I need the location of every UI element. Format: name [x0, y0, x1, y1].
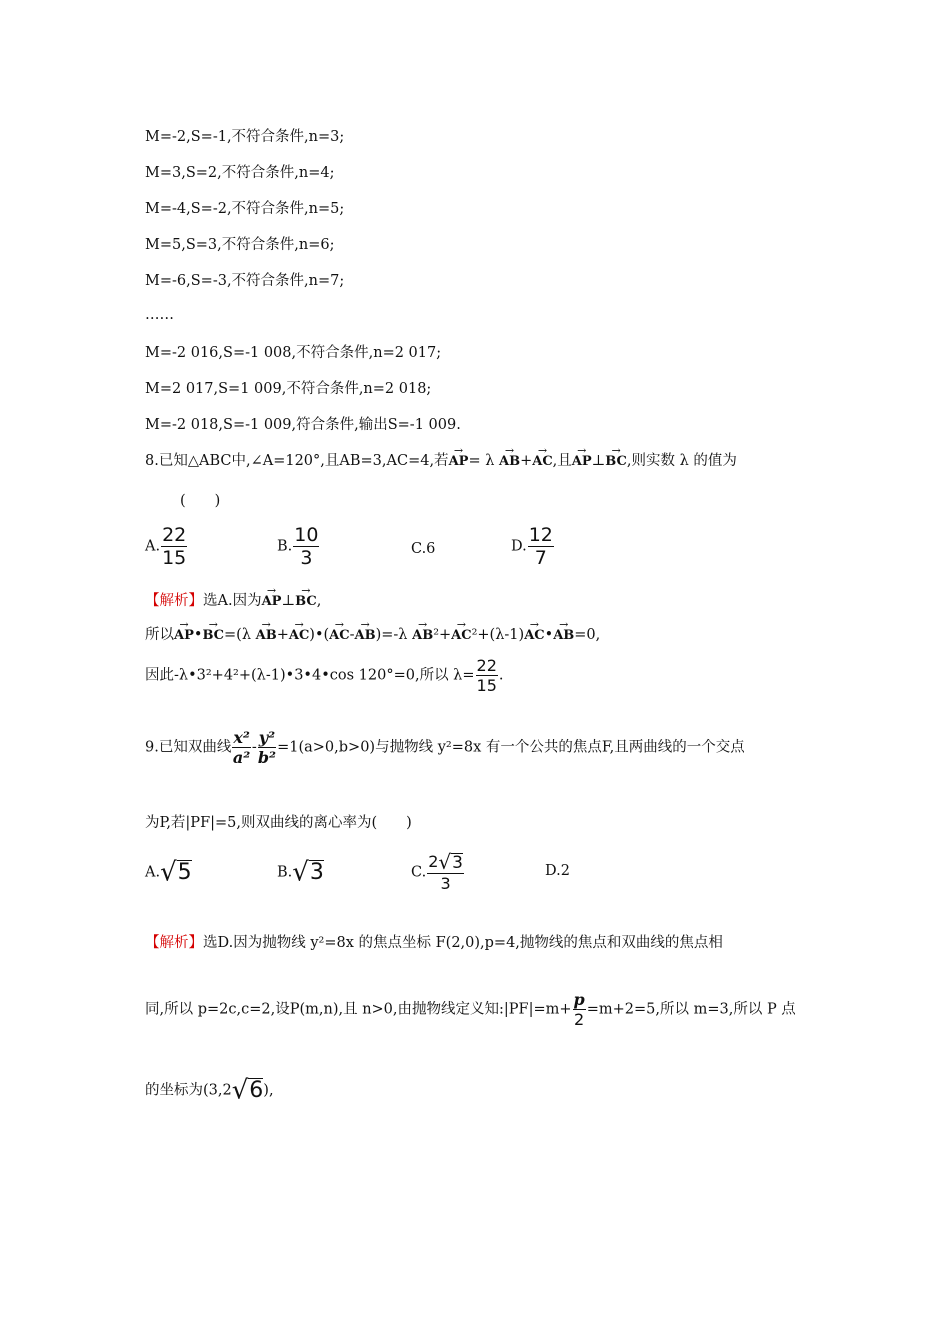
vector-bc: → BC: [202, 627, 224, 645]
option-a: [145, 857, 192, 888]
stem-text: 8.已知△ABC中,∠A=120°,且AB=3,AC=4,若: [145, 453, 449, 469]
denominator: 7: [534, 547, 547, 569]
sol-text: =0,: [574, 627, 601, 643]
sol-text: •: [544, 627, 554, 643]
radicand: 5: [177, 860, 192, 885]
stem-text: ,且: [552, 453, 572, 469]
sol-text: 同,所以 p=2c,c=2,设P(m,n),且 n>0,由抛物线定义知:|PF|=m+: [145, 1001, 572, 1018]
option-label: C.: [411, 864, 427, 881]
sol-text: -: [349, 627, 355, 643]
vector-ac: → AC: [329, 627, 349, 645]
text-line: ……: [145, 307, 174, 323]
sol-text: 的坐标为(3,2: [145, 1082, 232, 1099]
solution-8-line-2: [145, 626, 600, 645]
fraction: [232, 728, 251, 767]
option-label: A.: [145, 538, 161, 555]
solution-9-line-1: [145, 934, 723, 952]
vector-ap: → AP: [449, 453, 469, 471]
sol-text: .: [498, 667, 504, 684]
numerator: 22: [476, 656, 497, 675]
stem-text: 9.已知双曲线: [145, 739, 232, 756]
fraction: [573, 990, 586, 1029]
option-label: B.: [277, 864, 293, 881]
sqrt: √3: [438, 850, 463, 875]
sol-text: ,: [316, 593, 322, 609]
text-line: M=-6,S=-3,不符合条件,n=7;: [145, 273, 345, 289]
numerator: x²: [233, 728, 250, 747]
numerator: 12: [528, 524, 553, 546]
fraction: [476, 656, 498, 695]
solution-8-line-3: [145, 656, 503, 695]
radicand: 3: [309, 860, 324, 885]
fraction: [161, 524, 187, 569]
option-d: D.2: [545, 863, 570, 879]
vector-ab: → AB: [355, 627, 376, 645]
option-d: [511, 524, 555, 569]
answer-paren: ( ): [180, 493, 221, 509]
fraction: [528, 524, 554, 569]
vector-ap: → AP: [174, 627, 194, 645]
solution-tag: 【解析】: [145, 935, 203, 951]
solution-9-line-2: [145, 990, 796, 1029]
sol-text: =m+2=5,所以 m=3,所以 P 点: [586, 1001, 796, 1018]
sol-text: •: [193, 627, 203, 643]
option-b: [277, 857, 324, 888]
vector-ap: → AP: [262, 593, 282, 611]
stem-text: +: [520, 453, 533, 469]
sol-text: ),: [263, 1082, 274, 1099]
fraction: [427, 852, 464, 893]
vector-ac: → AC: [289, 627, 309, 645]
option-c: C.6: [411, 541, 436, 557]
vector-bc: → BC: [295, 593, 317, 611]
sqrt: √3: [292, 857, 324, 888]
vector-ac: → AC: [451, 627, 471, 645]
denominator: a²: [232, 748, 251, 767]
option-b: [277, 524, 320, 569]
sol-text: 选A.因为: [203, 593, 262, 609]
numerator: 10: [294, 524, 319, 546]
sol-text: =(λ: [224, 627, 252, 643]
sol-text: ²+: [433, 627, 452, 643]
vector-ab: → AB: [412, 627, 433, 645]
sol-text: +: [276, 627, 289, 643]
sol-text: 因此-λ•3²+4²+(λ-1)•3•4•cos 120°=0,所以 λ=: [145, 667, 475, 684]
vector-bc: → BC: [605, 453, 627, 471]
fraction: [258, 728, 276, 767]
option-label: D.: [511, 538, 527, 555]
numerator: y²: [258, 728, 276, 747]
text-line: M=-2 016,S=-1 008,不符合条件,n=2 017;: [145, 345, 442, 361]
sol-text: ⊥: [281, 593, 296, 609]
vector-ac: → AC: [532, 453, 552, 471]
question-9-stem-2: 为P,若|PF|=5,则双曲线的离心率为( ): [145, 815, 412, 831]
denominator: 15: [476, 676, 497, 695]
option-label: B.: [277, 538, 293, 555]
denominator: b²: [257, 748, 277, 767]
text-line: M=-2 018,S=-1 009,符合条件,输出S=-1 009.: [145, 417, 461, 433]
stem-text: =1(a>0,b>0)与抛物线 y²=8x 有一个公共的焦点F,且两曲线的一个交点: [277, 739, 745, 756]
fraction: [293, 524, 319, 569]
option-c: [411, 852, 465, 893]
sol-text: 所以: [145, 627, 174, 643]
stem-text: ⊥: [591, 453, 606, 469]
text-line: M=-2,S=-1,不符合条件,n=3;: [145, 129, 345, 145]
text-line: M=-4,S=-2,不符合条件,n=5;: [145, 201, 345, 217]
stem-text: -: [251, 739, 257, 756]
numerator: p: [573, 990, 585, 1009]
denominator: 3: [440, 873, 451, 893]
solution-tag: 【解析】: [145, 593, 203, 609]
radicand: 3: [452, 852, 463, 873]
vector-ap: → AP: [572, 453, 592, 471]
question-9-stem-1: [145, 728, 745, 767]
numerator: [427, 852, 464, 874]
vector-ab: → AB: [256, 627, 277, 645]
vector-ab: → AB: [499, 453, 520, 471]
sol-text: 选D.因为抛物线 y²=8x 的焦点坐标 F(2,0),p=4,抛物线的焦点和双曲线的焦点相: [203, 935, 723, 951]
denominator: 3: [300, 547, 313, 569]
stem-text: = λ: [468, 453, 495, 469]
text-line: M=2 017,S=1 009,不符合条件,n=2 018;: [145, 381, 432, 397]
text-line: M=3,S=2,不符合条件,n=4;: [145, 165, 335, 181]
denominator: 15: [162, 547, 187, 569]
vector-ab: → AB: [553, 627, 574, 645]
question-8-stem: [145, 452, 737, 471]
solution-9-line-3: [145, 1075, 274, 1106]
sol-text: )•(: [309, 627, 330, 643]
sol-text: ²+(λ-1): [471, 627, 525, 643]
sol-text: )=-λ: [375, 627, 408, 643]
vector-ac: → AC: [524, 627, 544, 645]
option-label: A.: [145, 864, 161, 881]
text-line: M=5,S=3,不符合条件,n=6;: [145, 237, 335, 253]
sqrt: √6: [231, 1075, 264, 1106]
denominator: 2: [574, 1010, 585, 1029]
numerator: 22: [162, 524, 187, 546]
option-a: [145, 524, 188, 569]
radicand: 6: [249, 1078, 264, 1103]
solution-8-line-1: [145, 592, 321, 611]
coef: 2: [428, 852, 439, 871]
stem-text: ,则实数 λ 的值为: [626, 453, 737, 469]
sqrt: √5: [160, 857, 192, 888]
